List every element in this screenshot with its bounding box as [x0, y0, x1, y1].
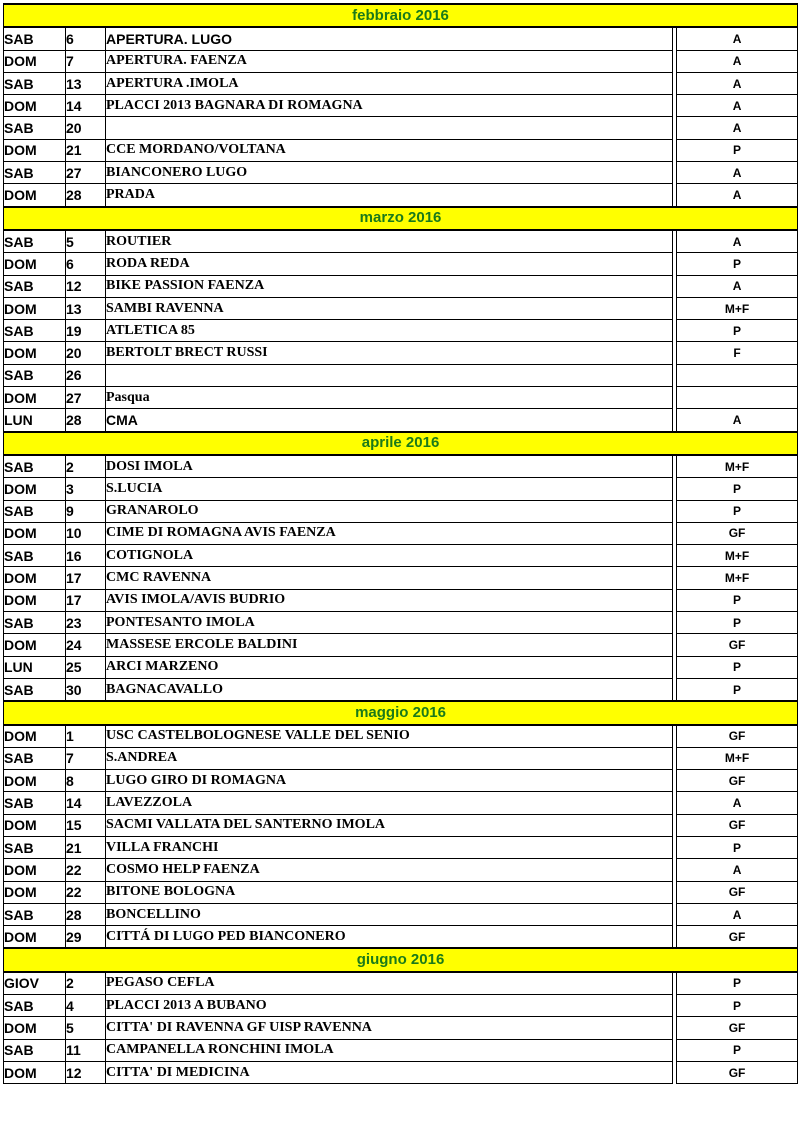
event-cell: BERTOLT BRECT RUSSI	[106, 342, 673, 364]
table-row	[4, 1017, 798, 1039]
date-cell: 25	[66, 656, 106, 678]
weekday-cell: DOM	[4, 634, 66, 656]
weekday-cell: DOM	[4, 387, 66, 409]
type-cell: P	[677, 320, 798, 342]
weekday-cell: DOM	[4, 1017, 66, 1039]
date-cell: 14	[66, 792, 106, 814]
weekday-cell: SAB	[4, 275, 66, 297]
type-cell: A	[677, 409, 798, 432]
event-cell: PRADA	[106, 184, 673, 207]
date-cell: 17	[66, 567, 106, 589]
type-cell: M+F	[677, 747, 798, 769]
weekday-cell: SAB	[4, 747, 66, 769]
type-cell: P	[677, 656, 798, 678]
month-header-row	[4, 948, 798, 971]
weekday-cell: DOM	[4, 881, 66, 903]
weekday-cell: DOM	[4, 253, 66, 275]
table-row	[4, 522, 798, 544]
type-cell: A	[677, 230, 798, 253]
weekday-cell: LUN	[4, 656, 66, 678]
event-cell: PLACCI 2013 BAGNARA DI ROMAGNA	[106, 95, 673, 117]
type-cell: GF	[677, 1017, 798, 1039]
date-cell: 7	[66, 747, 106, 769]
type-cell	[677, 387, 798, 409]
table-row	[4, 297, 798, 319]
event-cell: CIME DI ROMAGNA AVIS FAENZA	[106, 522, 673, 544]
event-cell: CCE MORDANO/VOLTANA	[106, 139, 673, 161]
weekday-cell: DOM	[4, 725, 66, 748]
event-cell: CMC RAVENNA	[106, 567, 673, 589]
date-cell: 17	[66, 589, 106, 611]
date-cell: 21	[66, 836, 106, 858]
date-cell: 7	[66, 50, 106, 72]
table-row	[4, 656, 798, 678]
table-row	[4, 275, 798, 297]
table-row	[4, 162, 798, 184]
type-cell: GF	[677, 725, 798, 748]
table-row	[4, 612, 798, 634]
event-cell: CITTÁ DI LUGO PED BIANCONERO	[106, 926, 673, 949]
table-row	[4, 230, 798, 253]
type-cell: P	[677, 1039, 798, 1061]
date-cell: 1	[66, 725, 106, 748]
type-cell: GF	[677, 926, 798, 949]
event-cell: ATLETICA 85	[106, 320, 673, 342]
type-cell: M+F	[677, 567, 798, 589]
month-title: giugno 2016	[4, 948, 798, 971]
type-cell: P	[677, 253, 798, 275]
weekday-cell: DOM	[4, 567, 66, 589]
date-cell: 5	[66, 230, 106, 253]
table-row	[4, 589, 798, 611]
date-cell: 21	[66, 139, 106, 161]
table-row	[4, 859, 798, 881]
date-cell: 2	[66, 972, 106, 995]
weekday-cell: SAB	[4, 500, 66, 522]
table-row	[4, 926, 798, 949]
event-cell	[106, 117, 673, 139]
date-cell: 13	[66, 72, 106, 94]
date-cell: 22	[66, 881, 106, 903]
table-row	[4, 567, 798, 589]
event-cell: S.LUCIA	[106, 478, 673, 500]
type-cell: M+F	[677, 297, 798, 319]
type-cell: GF	[677, 522, 798, 544]
event-cell: SACMI VALLATA DEL SANTERNO IMOLA	[106, 814, 673, 836]
type-cell: P	[677, 139, 798, 161]
type-cell: GF	[677, 634, 798, 656]
date-cell: 22	[66, 859, 106, 881]
weekday-cell: SAB	[4, 117, 66, 139]
event-cell: LAVEZZOLA	[106, 792, 673, 814]
month-title: aprile 2016	[4, 432, 798, 455]
date-cell: 12	[66, 1061, 106, 1083]
date-cell: 20	[66, 117, 106, 139]
type-cell: F	[677, 342, 798, 364]
date-cell: 27	[66, 162, 106, 184]
type-cell: P	[677, 836, 798, 858]
table-row	[4, 1039, 798, 1061]
weekday-cell: DOM	[4, 770, 66, 792]
type-cell: P	[677, 612, 798, 634]
event-cell: BIANCONERO LUGO	[106, 162, 673, 184]
weekday-cell: SAB	[4, 995, 66, 1017]
weekday-cell: SAB	[4, 545, 66, 567]
event-cell: APERTURA. FAENZA	[106, 50, 673, 72]
table-row	[4, 139, 798, 161]
event-cell: USC CASTELBOLOGNESE VALLE DEL SENIO	[106, 725, 673, 748]
date-cell: 15	[66, 814, 106, 836]
date-cell: 9	[66, 500, 106, 522]
event-cell: APERTURA .IMOLA	[106, 72, 673, 94]
table-row	[4, 117, 798, 139]
month-title: febbraio 2016	[4, 4, 798, 27]
date-cell: 19	[66, 320, 106, 342]
weekday-cell: SAB	[4, 1039, 66, 1061]
type-cell: P	[677, 972, 798, 995]
event-cell	[106, 364, 673, 386]
type-cell: GF	[677, 881, 798, 903]
event-cell: CAMPANELLA RONCHINI IMOLA	[106, 1039, 673, 1061]
type-cell: A	[677, 72, 798, 94]
event-cell: BIKE PASSION FAENZA	[106, 275, 673, 297]
date-cell: 4	[66, 995, 106, 1017]
type-cell: A	[677, 95, 798, 117]
event-cell: CMA	[106, 409, 673, 432]
event-cell: S.ANDREA	[106, 747, 673, 769]
event-cell: BONCELLINO	[106, 903, 673, 925]
weekday-cell: GIOV	[4, 972, 66, 995]
date-cell: 12	[66, 275, 106, 297]
weekday-cell: SAB	[4, 72, 66, 94]
table-row	[4, 27, 798, 50]
event-cell: COTIGNOLA	[106, 545, 673, 567]
weekday-cell: SAB	[4, 903, 66, 925]
weekday-cell: DOM	[4, 814, 66, 836]
month-header-row	[4, 701, 798, 724]
date-cell: 6	[66, 253, 106, 275]
event-cell: Pasqua	[106, 387, 673, 409]
weekday-cell: LUN	[4, 409, 66, 432]
table-row	[4, 1061, 798, 1083]
table-row	[4, 792, 798, 814]
table-row	[4, 836, 798, 858]
weekday-cell: SAB	[4, 364, 66, 386]
date-cell: 11	[66, 1039, 106, 1061]
table-row	[4, 678, 798, 701]
table-row	[4, 972, 798, 995]
weekday-cell: DOM	[4, 859, 66, 881]
weekday-cell: DOM	[4, 50, 66, 72]
event-cell: PEGASO CEFLA	[106, 972, 673, 995]
weekday-cell: SAB	[4, 27, 66, 50]
table-row	[4, 634, 798, 656]
date-cell: 8	[66, 770, 106, 792]
table-row	[4, 500, 798, 522]
date-cell: 20	[66, 342, 106, 364]
type-cell: A	[677, 275, 798, 297]
table-row	[4, 253, 798, 275]
table-row	[4, 478, 798, 500]
date-cell: 26	[66, 364, 106, 386]
type-cell: GF	[677, 814, 798, 836]
event-cell: MASSESE ERCOLE BALDINI	[106, 634, 673, 656]
event-cell: CITTA' DI RAVENNA GF UISP RAVENNA	[106, 1017, 673, 1039]
date-cell: 16	[66, 545, 106, 567]
type-cell: GF	[677, 770, 798, 792]
event-cell: COSMO HELP FAENZA	[106, 859, 673, 881]
event-cell: BAGNACAVALLO	[106, 678, 673, 701]
date-cell: 28	[66, 409, 106, 432]
table-row	[4, 72, 798, 94]
weekday-cell: DOM	[4, 184, 66, 207]
month-header-row	[4, 207, 798, 230]
type-cell	[677, 364, 798, 386]
type-cell: A	[677, 184, 798, 207]
weekday-cell: DOM	[4, 522, 66, 544]
table-row	[4, 184, 798, 207]
table-row	[4, 320, 798, 342]
table-row	[4, 50, 798, 72]
table-row	[4, 545, 798, 567]
event-cell: VILLA FRANCHI	[106, 836, 673, 858]
date-cell: 30	[66, 678, 106, 701]
date-cell: 27	[66, 387, 106, 409]
event-cell: ROUTIER	[106, 230, 673, 253]
weekday-cell: SAB	[4, 162, 66, 184]
weekday-cell: SAB	[4, 792, 66, 814]
weekday-cell: DOM	[4, 342, 66, 364]
type-cell: P	[677, 589, 798, 611]
date-cell: 10	[66, 522, 106, 544]
table-row	[4, 747, 798, 769]
type-cell: A	[677, 162, 798, 184]
date-cell: 28	[66, 903, 106, 925]
weekday-cell: DOM	[4, 478, 66, 500]
date-cell: 5	[66, 1017, 106, 1039]
event-cell: APERTURA. LUGO	[106, 27, 673, 50]
type-cell: A	[677, 27, 798, 50]
type-cell: P	[677, 678, 798, 701]
weekday-cell: SAB	[4, 230, 66, 253]
weekday-cell: DOM	[4, 926, 66, 949]
table-row	[4, 387, 798, 409]
date-cell: 14	[66, 95, 106, 117]
event-cell: ARCI MARZENO	[106, 656, 673, 678]
table-row	[4, 342, 798, 364]
date-cell: 28	[66, 184, 106, 207]
table-row	[4, 770, 798, 792]
date-cell: 2	[66, 455, 106, 478]
table-row	[4, 455, 798, 478]
month-title: marzo 2016	[4, 207, 798, 230]
table-row	[4, 881, 798, 903]
event-cell: GRANAROLO	[106, 500, 673, 522]
event-cell: SAMBI RAVENNA	[106, 297, 673, 319]
weekday-cell: SAB	[4, 678, 66, 701]
type-cell: GF	[677, 1061, 798, 1083]
date-cell: 29	[66, 926, 106, 949]
calendar-table	[3, 3, 798, 1084]
event-cell: PLACCI 2013 A BUBANO	[106, 995, 673, 1017]
table-row	[4, 364, 798, 386]
month-header-row	[4, 432, 798, 455]
date-cell: 23	[66, 612, 106, 634]
table-row	[4, 995, 798, 1017]
type-cell: A	[677, 117, 798, 139]
weekday-cell: DOM	[4, 139, 66, 161]
type-cell: P	[677, 995, 798, 1017]
table-row	[4, 814, 798, 836]
weekday-cell: SAB	[4, 320, 66, 342]
weekday-cell: SAB	[4, 612, 66, 634]
month-header-row	[4, 4, 798, 27]
type-cell: A	[677, 859, 798, 881]
type-cell: A	[677, 903, 798, 925]
type-cell: A	[677, 50, 798, 72]
date-cell: 13	[66, 297, 106, 319]
type-cell: M+F	[677, 455, 798, 478]
weekday-cell: DOM	[4, 1061, 66, 1083]
type-cell: A	[677, 792, 798, 814]
weekday-cell: DOM	[4, 589, 66, 611]
event-cell: PONTESANTO IMOLA	[106, 612, 673, 634]
weekday-cell: DOM	[4, 297, 66, 319]
table-row	[4, 903, 798, 925]
weekday-cell: SAB	[4, 836, 66, 858]
event-cell: LUGO GIRO DI ROMAGNA	[106, 770, 673, 792]
event-cell: CITTA' DI MEDICINA	[106, 1061, 673, 1083]
month-title: maggio 2016	[4, 701, 798, 724]
table-row	[4, 725, 798, 748]
type-cell: M+F	[677, 545, 798, 567]
weekday-cell: SAB	[4, 455, 66, 478]
type-cell: P	[677, 478, 798, 500]
event-cell: AVIS IMOLA/AVIS BUDRIO	[106, 589, 673, 611]
table-row	[4, 95, 798, 117]
date-cell: 24	[66, 634, 106, 656]
type-cell: P	[677, 500, 798, 522]
weekday-cell: DOM	[4, 95, 66, 117]
event-cell: DOSI IMOLA	[106, 455, 673, 478]
date-cell: 3	[66, 478, 106, 500]
date-cell: 6	[66, 27, 106, 50]
table-row	[4, 409, 798, 432]
event-cell: RODA REDA	[106, 253, 673, 275]
event-cell: BITONE BOLOGNA	[106, 881, 673, 903]
